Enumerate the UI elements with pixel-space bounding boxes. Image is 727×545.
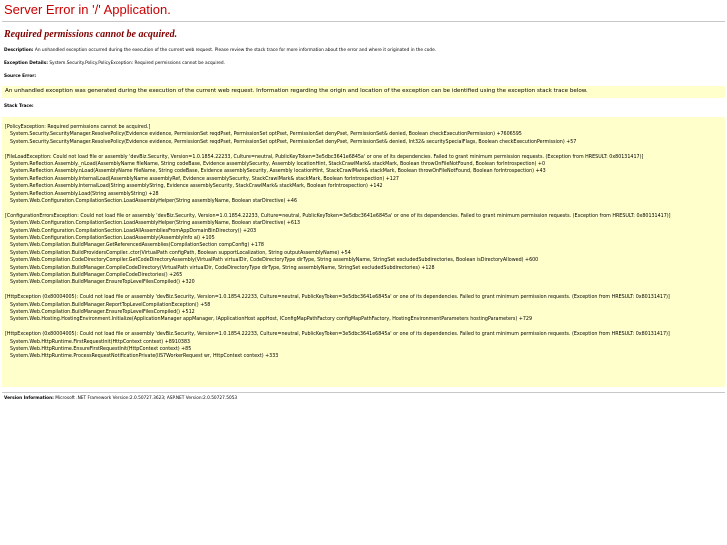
source-error-text: An unhandled exception was generated during the execution of the current web request. Information regarding the origin and location of the exception can be identified using the exception stack trace below. [5,88,588,94]
exception-details-line [4,61,225,66]
stack-trace-line: System.Security.SecurityManager.ResolvePolicy(Evidence evidence, PermissionSet reqdPset, PermissionSet optPset, PermissionSet denyPset, PermissionSet& denied, Boolean checkExecutionPermission) +7606595 [10,132,522,138]
stack-trace-heading [4,104,34,109]
stack-trace-line: System.Reflection.Assembly.InternalLoad(AssemblyName assemblyRef, Evidence assemblySecurity, StackCrawlMark& stackMark, Boolean forIntrospection) +127 [10,176,399,182]
stack-trace-line: [FileLoadException: Could not load file or assembly 'devBiz.Security, Version=1.0.1854.22233, Culture=neutral, PublicKeyToken=3e5dbc3641e6845a' or one of its dependencies. Failed to grant minimum permission requests. (Exception from HRESULT: 0x80131417)] [5,154,644,160]
stack-trace-line: System.Web.Configuration.CompilationSection.LoadAllAssembliesFromAppDomainBinDirectory() +203 [10,228,257,234]
stack-trace-line: System.Reflection.Assembly.nLoad(AssemblyName fileName, String codeBase, Evidence assemblySecurity, Assembly locationHint, StackCrawlMark& stackMark, Boolean throwOnFileNotFound, Boolean forIntrospection) +43 [10,169,546,175]
version-label: Version Information: [4,396,54,401]
stack-trace-line: System.Web.Compilation.BuildManager.ReportTopLevelCompilationException() +58 [10,302,211,308]
stack-trace-line: System.Web.Compilation.BuildManager.CompileCodeDirectories() +265 [10,273,183,278]
stack-trace-line: System.Web.Compilation.BuildManager.EnsureTopLevelFilesCompiled() +320 [10,280,195,286]
stack-trace-line: [ConfigurationErrorsException: Could not load file or assembly 'devBiz.Security, Version=1.0.1854.22233, Culture=neutral, PublicKeyToken=3e5dbc3641e6845a' or one of its dependencies. Failed to grant minimum permission requests. (Exception from HRESULT: 0x80131417)] [5,213,671,219]
source-error-heading [4,74,36,79]
stack-trace-line: System.Web.Compilation.BuildManager.CompileCodeDirectory(VirtualPath virtualDir, CodeDirectoryType dirType, String assemblyName, StringSet excludedSubdirectories) +128 [10,265,435,271]
footer-divider [2,392,725,393]
stack-trace-line: System.Web.HttpRuntime.FirstRequestInit(HttpContext context) +8910383 [10,339,191,345]
description-label: Description: [4,48,34,53]
stack-trace-line: System.Reflection.Assembly.InternalLoad(String assemblyString, Evidence assemblySecurity, StackCrawlMark& stackMark, Boolean forIntrospection) +142 [10,184,383,190]
exception-details-text: System.Security.Policy.PolicyException: Required permissions cannot be acquired. [49,61,225,66]
stack-trace-line: System.Web.Compilation.BuildManager.GetReferencedAssemblies(CompilationSection compConfig) +178 [10,243,264,249]
stack-trace-line: System.Reflection.Assembly.Load(String assemblyString) +28 [10,191,159,197]
version-information [4,396,237,401]
stack-trace-label: Stack Trace: [4,104,34,109]
stack-trace-line: System.Web.Configuration.CompilationSection.LoadAssemblyHelper(String assemblyName, Boolean starDirective) +613 [10,221,301,227]
title-divider [2,21,725,22]
stack-trace-box [2,117,725,387]
stack-trace-line: System.Web.Hosting.HostingEnvironment.Initialize(ApplicationManager appManager, IApplicationHost appHost, IConfigMapPathFactory configMapPathFactory, HostingEnvironmentParameters hostingParameters) +729 [10,317,532,323]
stack-trace-line: [HttpException (0x80004005): Could not load file or assembly 'devBiz.Security, Version=1.0.1854.22233, Culture=neutral, PublicKeyToken=3e5dbc3641e6845a' or one of its dependencies. Failed to grant minimum permission requests. (Exception from HRESULT: 0x80131417)] [5,295,670,301]
stack-trace-line: System.Security.SecurityManager.ResolvePolicy(Evidence evidence, PermissionSet reqdPset, PermissionSet optPset, PermissionSet denyPset, PermissionSet& denied, Int32& securitySpecialFlags, Boolean checkExecutionPermission) +57 [10,139,577,145]
exception-details-label: Exception Details: [4,61,48,66]
stack-trace-line: System.Web.Compilation.BuildManager.EnsureTopLevelFilesCompiled() +512 [10,310,195,315]
stack-trace-line: System.Web.Configuration.CompilationSection.LoadAssemblyHelper(String assemblyName, Boolean starDirective) +46 [10,199,298,204]
page-title: Server Error in '/' Application. [4,2,171,17]
stack-trace-line: [PolicyException: Required permissions cannot be acquired.] [5,125,151,130]
stack-trace-line: System.Web.HttpRuntime.EnsureFirstRequestInit(HttpContext context) +85 [10,347,192,352]
source-error-box [2,86,725,98]
description-line [4,48,436,53]
stack-trace-line: System.Web.Configuration.CompilationSection.LoadAssembly(AssemblyInfo ai) +105 [10,236,215,241]
stack-trace-line: System.Web.Compilation.BuildProvidersCompiler..ctor(VirtualPath configPath, Boolean supportLocalization, String outputAssemblyName) +54 [10,250,351,256]
stack-trace-line: System.Web.HttpRuntime.ProcessRequestNotificationPrivate(IIS7WorkerRequest wr, HttpContext context) +333 [10,354,279,360]
description-text: An unhandled exception occurred during the execution of the current web request. Please review the stack trace for more information about the error and where it originated in the code. [34,48,437,53]
source-error-label: Source Error: [4,74,37,79]
stack-trace-line: System.Web.Compilation.CodeDirectoryCompiler.GetCodeDirectoryAssembly(VirtualPath virtualDir, CodeDirectoryType dirType, String assemblyName, StringSet excludedSubdirectories, Boolean isDirectoryAllowed) +600 [10,258,539,264]
version-text: Microsoft .NET Framework Version:2.0.50727.3623; ASP.NET Version:2.0.50727.5053 [55,396,238,401]
stack-trace-line: System.Reflection.Assembly._nLoad(AssemblyName fileName, String codeBase, Evidence assemblySecurity, Assembly locationHint, StackCrawlMark& stackMark, Boolean throwOnFileNotFound, Boolean forIntrospection) +0 [10,162,546,167]
stack-trace-line: [HttpException (0x80004005): Could not load file or assembly 'devBiz.Security, Version=1.0.1854.22233, Culture=neutral, PublicKeyToken=3e5dbc3641e6845a' or one of its dependencies. Failed to grant minimum permission requests. (Exception from HRESULT: 0x80131417)] [5,332,670,338]
error-message: Required permissions cannot be acquired. [4,29,178,40]
